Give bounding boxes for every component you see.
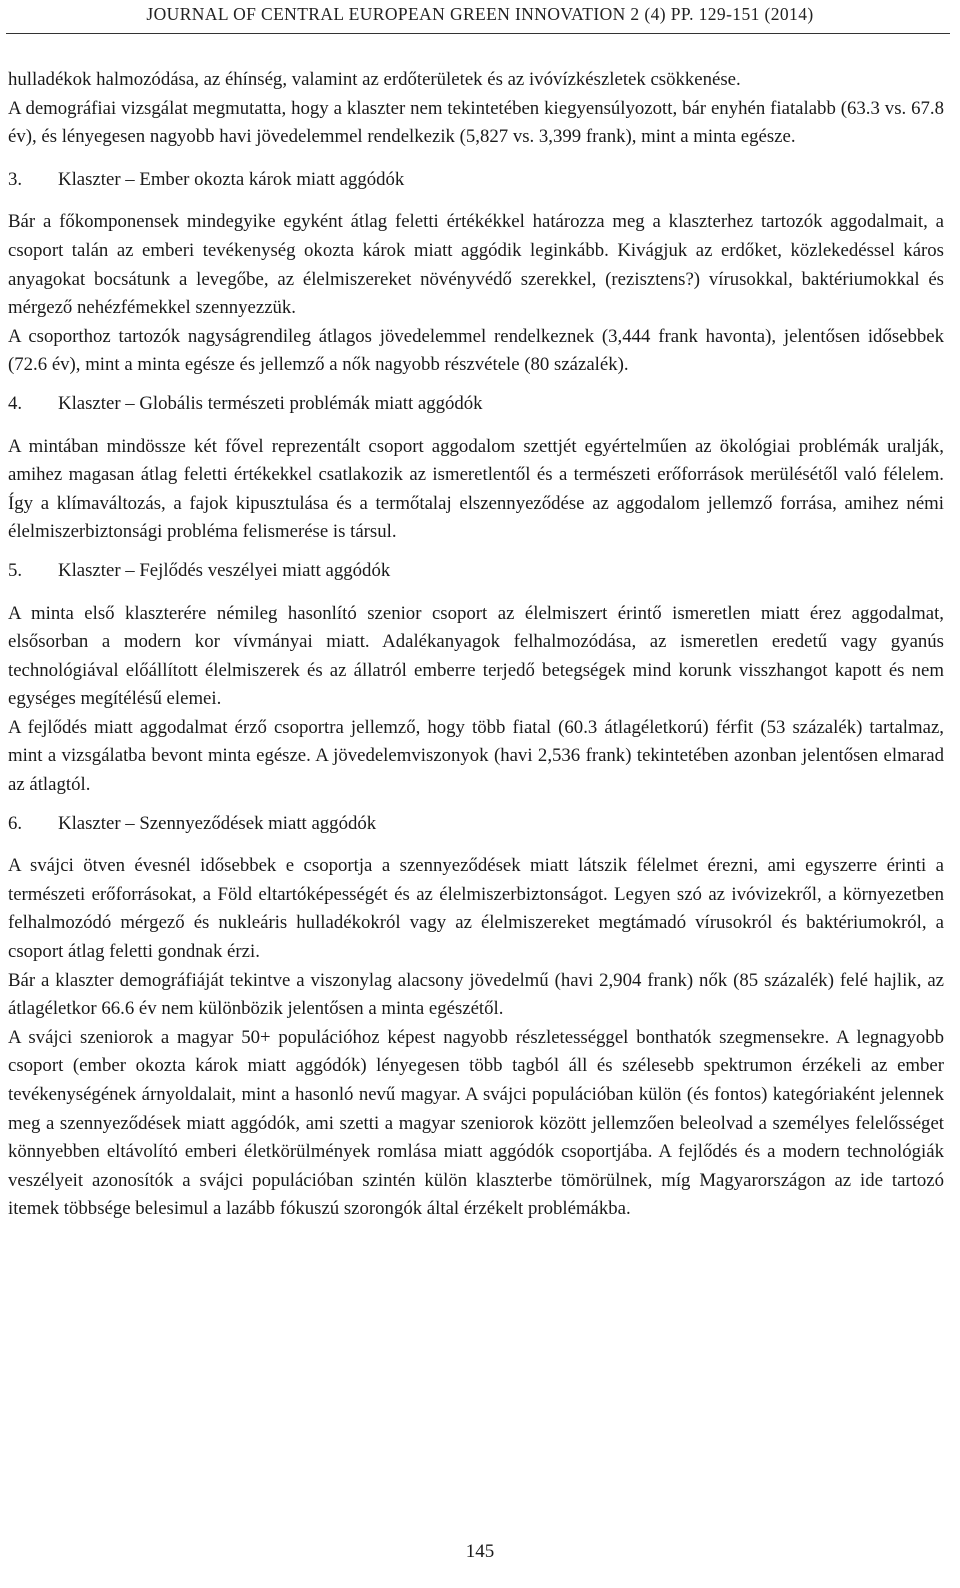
- section-title: Klaszter – Szennyeződések miatt aggódók: [58, 812, 377, 834]
- section-heading-5: [8, 557, 944, 586]
- paragraph: A fejlődés miatt aggodalmat érző csoportra jellemző, hogy több fiatal (60.3 átlagéletkorú) férfit (53 százalék) tartalmaz, mint a vizsgálatba bevont minta egésze. A jövedelemviszonyok (havi 2,536 frank) tekintetében azonban jelentősen elmarad az átlagtól.: [8, 716, 944, 796]
- section-title: Klaszter – Ember okozta károk miatt aggódók: [58, 168, 405, 190]
- section-number: 6.: [8, 812, 23, 834]
- section-heading-6: [8, 810, 944, 839]
- section-heading-4: [8, 390, 944, 419]
- paragraph: Bár a főkomponensek mindegyike egyként átlag feletti értékékkel határozza meg a klaszterhez tartozók aggodalmait, a csoport talán az emberi tevékenység okozta károk miatt aggódik leginkább. Kivágjuk az erdőket, közlekedéssel káros anyagokat bocsátunk a levegőbe, az élelmiszereket növényvédő szerekkel, (rezisztens?) vírusokkal, baktériumokkal és mérgező nehézfémekkel szennyezzük.: [8, 211, 944, 319]
- paragraph: A csoporthoz tartozók nagyságrendileg átlagos jövedelemmel rendelkeznek (3,444 frank havonta), jelentősen idősebbek (72.6 év), mint a minta egésze és jellemző a nők nagyobb részvétele (80 százalék).: [8, 325, 944, 376]
- paragraph: Bár a klaszter demográfiáját tekintve a viszonylag alacsony jövedelmű (havi 2,904 frank) nők (85 százalék) felé hajlik, az átlagéletkor 66.6 év nem különbözik jelentősen a minta egészétől.: [8, 969, 944, 1020]
- paragraph: A demográfiai vizsgálat megmutatta, hogy a klaszter nem tekintetében kiegyensúlyozott, bár enyhén fiatalabb (63.3 vs. 67.8 év), és lényegesen nagyobb havi jövedelemmel rendelkezik (5,827 vs. 3,399 frank), mint a minta egésze.: [8, 97, 944, 148]
- section-title: Klaszter – Globális természeti problémák miatt aggódók: [58, 392, 483, 414]
- paragraph: A svájci ötven évesnél idősebbek e csoportja a szennyeződések miatt látszik félelmet érezni, ami egyszerre érinti a természeti erőforrásokat, a Föld eltartóképességét és az élelmiszerbiztonságot. Legyen szó az ivóvizekről, a környezetben felhalmozódó mérgező és nukleáris hulladékokról vagy az élelmiszereket megtámadó vírusokról és baktériumokról, a csoport átlag feletti gondnak érzi.: [8, 855, 944, 963]
- running-header: JOURNAL OF CENTRAL EUROPEAN GREEN INNOVATION 2 (4) PP. 129-151 (2014): [146, 4, 814, 24]
- paragraph: hulladékok halmozódása, az éhínség, valamint az erdőterületek és az ivóvízkészletek csökkenése.: [8, 69, 741, 90]
- section-number: 4.: [8, 392, 23, 414]
- section-title: Klaszter – Fejlődés veszélyei miatt aggódók: [58, 559, 391, 581]
- header-rule: [6, 33, 950, 34]
- paragraph: A mintában mindössze két fővel reprezentált csoport aggodalom szettjét egyértelműen az ökológiai problémák uralják, amihez magasan átlag feletti értékekkel csatlakozik az ismeretlentől és a természeti erőforrások merülésétől való félelem. Így a klímaváltozás, a fajok kipusztulása és a termőtalaj elszennyeződése az aggodalom jellemző forrása, amihez némi élelmiszerbiztonsági probléma felismerése is társul.: [8, 435, 944, 543]
- section-number: 3.: [8, 168, 23, 190]
- page-number: 145: [465, 1541, 495, 1562]
- section-heading-3: [8, 166, 944, 195]
- paragraph: A minta első klaszterére némileg hasonlító szenior csoport az élelmiszert érintő ismeretlen miatt érez aggodalmat, elsősorban a modern kor vívmányai miatt. Adalékanyagok felhalmozódása, az ismeretlen eredetű vagy gyanús technológiával előállított élelmiszerek és az állatról emberre terjedő betegségek mind korunk visszhangot kapott és nem egységes megítélésű elemei.: [8, 602, 944, 710]
- section-number: 5.: [8, 559, 23, 581]
- paragraph: A svájci szeniorok a magyar 50+ populációhoz képest nagyobb részletességgel bonthatók szegmensekre. A legnagyobb csoport (ember okozta károk miatt aggódók) lényegesen több tagból áll és szélesebb spektrumon érzékeli az ember tevékenységének árnyoldalait, mint a hasonló nevű magyar. A svájci populációban külön (és fontos) kategóriaként jelennek meg a szennyeződések miatt aggódók, ami szetti a magyar szeniorok között jellemzően beleolvad a személyes felelősséget könnyebben eltávolító emberi életkörülmények romlása miatt aggódók csoportjába. A fejlődés és a modern technológiák veszélyeit azonosítók a svájci populációban szintén külön klaszterbe tömörülnek, míg Magyarországon az ide tartozó itemek többsége belesimul a lazább fókuszú szorongók által érzékelt problémákba.: [8, 1026, 944, 1220]
- body-text: [8, 66, 944, 1224]
